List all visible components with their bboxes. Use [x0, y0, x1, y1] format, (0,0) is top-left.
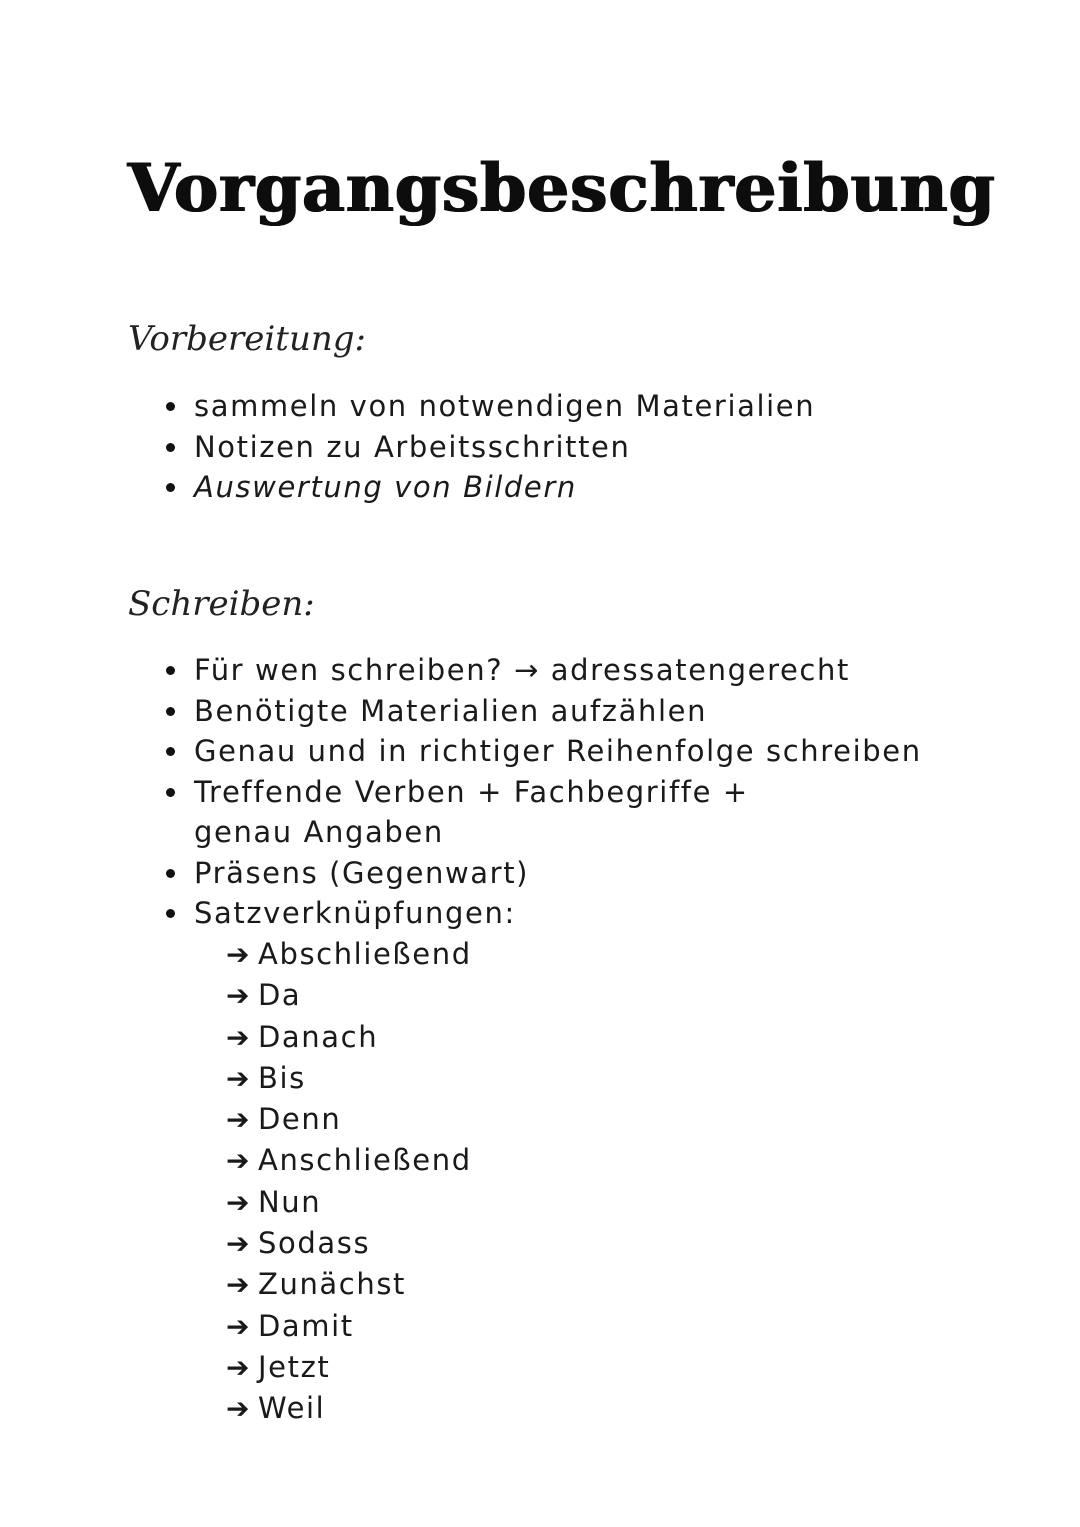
- connector-item: [226, 1306, 472, 1347]
- connector-text: Denn: [258, 1102, 342, 1137]
- connector-text: Sodass: [258, 1226, 371, 1261]
- connector-item: [226, 1182, 472, 1223]
- list-item: [160, 467, 960, 508]
- bullet-icon: [166, 747, 175, 756]
- list-item-text: Genau und in richtiger Reihenfolge schreiben: [194, 734, 922, 768]
- connector-text: Abschließend: [258, 937, 472, 971]
- arrow-right-icon: ➔: [226, 1061, 252, 1095]
- list-item-text: Treffende Verben + Fachbegriffe + genau Angaben: [194, 774, 749, 849]
- connector-text: Nun: [258, 1184, 322, 1219]
- connector-text: Danach: [258, 1019, 379, 1054]
- bullet-list-schreiben: [160, 650, 960, 934]
- bullet-icon: [166, 909, 175, 918]
- connector-item: [226, 975, 472, 1016]
- list-item-text: Notizen zu Arbeitsschritten: [194, 429, 631, 464]
- bullet-icon: [166, 443, 175, 452]
- connector-item: [226, 1223, 472, 1264]
- arrow-right-icon: ➔: [226, 1144, 252, 1178]
- arrow-right-icon: ➔: [226, 1392, 252, 1426]
- list-item: [160, 427, 960, 468]
- bullet-icon: [166, 483, 175, 492]
- connector-text: Bis: [258, 1060, 306, 1095]
- bullet-list-vorbereitung: [160, 386, 960, 508]
- connector-item: [226, 1140, 472, 1181]
- arrow-right-icon: ➔: [226, 1268, 252, 1302]
- bullet-icon: [166, 707, 175, 716]
- connector-item: [226, 1058, 472, 1099]
- section-heading-schreiben: Schreiben:: [128, 584, 315, 624]
- arrow-right-icon: ➔: [226, 938, 252, 971]
- connector-item: [226, 934, 472, 975]
- list-item: [160, 650, 960, 691]
- connector-text: Jetzt: [258, 1349, 331, 1384]
- list-item: [160, 731, 960, 772]
- arrow-right-icon: ➔: [226, 979, 252, 1013]
- connector-text: Da: [258, 978, 302, 1013]
- arrow-right-icon: ➔: [226, 1227, 252, 1261]
- list-item: [160, 853, 960, 894]
- section-heading-vorbereitung: Vorbereitung:: [128, 319, 366, 359]
- bullet-icon: [166, 869, 175, 878]
- connector-item: [226, 1264, 472, 1305]
- connector-text: Weil: [258, 1391, 326, 1426]
- arrow-right-icon: ➔: [226, 1309, 252, 1343]
- bullet-icon: [166, 788, 175, 797]
- list-item-text: Auswertung von Bildern: [194, 470, 577, 504]
- page-title: Vorgangsbeschreibung: [128, 149, 996, 227]
- connector-text: Anschließend: [258, 1143, 472, 1178]
- list-item: [160, 691, 960, 732]
- arrow-right-icon: ➔: [226, 1103, 252, 1137]
- connector-list: [226, 934, 472, 1430]
- list-item-text: Benötigte Materialien aufzählen: [194, 693, 708, 728]
- arrow-right-icon: ➔: [226, 1185, 252, 1219]
- bullet-icon: [166, 402, 175, 411]
- list-item: [160, 772, 960, 853]
- arrow-right-icon: ➔: [226, 1020, 252, 1054]
- list-item-text: Präsens (Gegenwart): [194, 855, 530, 890]
- connector-text: Damit: [258, 1308, 354, 1343]
- list-item: [160, 893, 960, 934]
- list-item-text: Satzverknüpfungen:: [194, 896, 516, 930]
- connector-item: [226, 1017, 472, 1058]
- list-item-text: Für wen schreiben? → adressatengerecht: [194, 653, 850, 687]
- arrow-right-icon: ➔: [226, 1350, 252, 1384]
- connector-text: Zunächst: [258, 1267, 407, 1302]
- connector-item: [226, 1388, 472, 1429]
- list-item: [160, 386, 960, 427]
- connector-item: [226, 1347, 472, 1388]
- bullet-icon: [166, 666, 175, 675]
- list-item-text: sammeln von notwendigen Materialien: [194, 389, 816, 423]
- connector-item: [226, 1099, 472, 1140]
